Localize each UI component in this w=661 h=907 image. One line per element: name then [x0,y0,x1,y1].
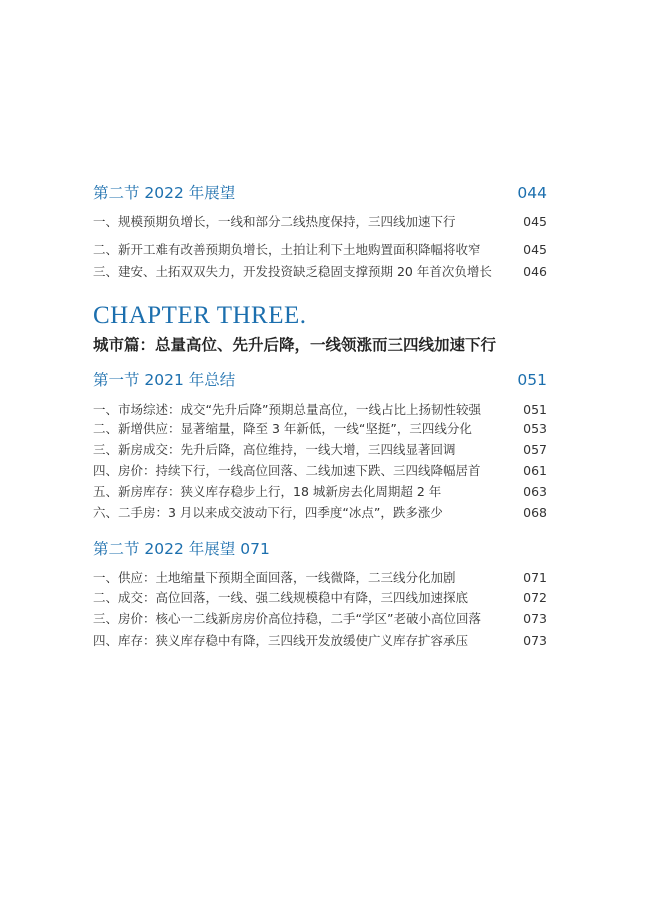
toc-entry[interactable] [93,440,547,458]
toc-entry-text: 二、新增供应：显著缩量，降至 3 年新低，一线“坚挺”，三四线分化 [93,421,472,436]
toc-entry-text: 六、二手房：3 月以来成交波动下行，四季度“冰点”，跌多涨少 [93,505,443,520]
section-page-number: 051 [517,371,547,389]
toc-entry[interactable] [93,568,547,586]
toc-entry[interactable] [93,588,547,606]
toc-entry-text: 三、建安、土拓双双失力，开发投资缺乏稳固支撑预期 20 年首次负增长 [93,264,492,279]
toc-entry-page: 045 [523,242,547,257]
toc-entry[interactable] [93,609,547,627]
toc-entry-page: 068 [523,505,547,520]
section-title: 第二节 2022 年展望 071 [93,540,270,558]
toc-entry-page: 071 [523,570,547,585]
toc-entry[interactable] [93,262,547,280]
toc-section-heading[interactable] [93,368,547,390]
toc-entry[interactable] [93,631,547,649]
section-title: 第二节 2022 年展望 [93,184,236,202]
toc-entry[interactable] [93,503,547,521]
toc-entry-text: 四、库存：狭义库存稳中有降，三四线开发放缓使广义库存扩容承压 [93,633,469,648]
toc-entry-page: 061 [523,463,547,478]
toc-entry-page: 073 [523,633,547,648]
toc-entry-page: 051 [523,402,547,417]
toc-entry-page: 073 [523,611,547,626]
toc-entry-text: 三、新房成交：先升后降，高位维持，一线大增，三四线显著回调 [93,442,456,457]
toc-entry-text: 一、供应：土地缩量下预期全面回落，一线微降，二三线分化加剧 [93,570,456,585]
toc-entry-text: 二、成交：高位回落，一线、强二线规模稳中有降，三四线加速探底 [93,590,469,605]
toc-entry-page: 053 [523,421,547,436]
toc-entry-text: 四、房价：持续下行，一线高位回落、二线加速下跌、三四线降幅居首 [93,463,481,478]
section-title: 第一节 2021 年总结 [93,371,236,389]
toc-entry-page: 046 [523,264,547,279]
chapter-label: CHAPTER THREE. [93,302,307,329]
toc-section-heading[interactable] [93,537,547,559]
toc-entry[interactable] [93,212,547,230]
toc-entry[interactable] [93,482,547,500]
toc-entry-text: 一、市场综述：成交“先升后降”预期总量高位，一线占比上扬韧性较强 [93,402,481,417]
toc-section-heading[interactable] [93,181,547,203]
toc-entry-text: 二、新开工难有改善预期负增长，土拍让利下土地购置面积降幅将收窄 [93,242,481,257]
section-page-number: 044 [517,184,547,202]
toc-entry-text: 三、房价：核心一二线新房房价高位持稳，二手“学区”老破小高位回落 [93,611,481,626]
toc-entry-page: 057 [523,442,547,457]
toc-entry[interactable] [93,461,547,479]
chapter-title: 城市篇：总量高位、先升后降，一线领涨而三四线加速下行 [93,336,497,354]
toc-entry-text: 一、规模预期负增长，一线和部分二线热度保持，三四线加速下行 [93,214,456,229]
toc-entry-page: 072 [523,590,547,605]
toc-entry-page: 063 [523,484,547,499]
toc-entry[interactable] [93,400,547,418]
toc-entry[interactable] [93,240,547,258]
toc-entry-page: 045 [523,214,547,229]
toc-entry-text: 五、新房库存：狭义库存稳步上行，18 城新房去化周期超 2 年 [93,484,442,499]
toc-entry[interactable] [93,419,547,437]
